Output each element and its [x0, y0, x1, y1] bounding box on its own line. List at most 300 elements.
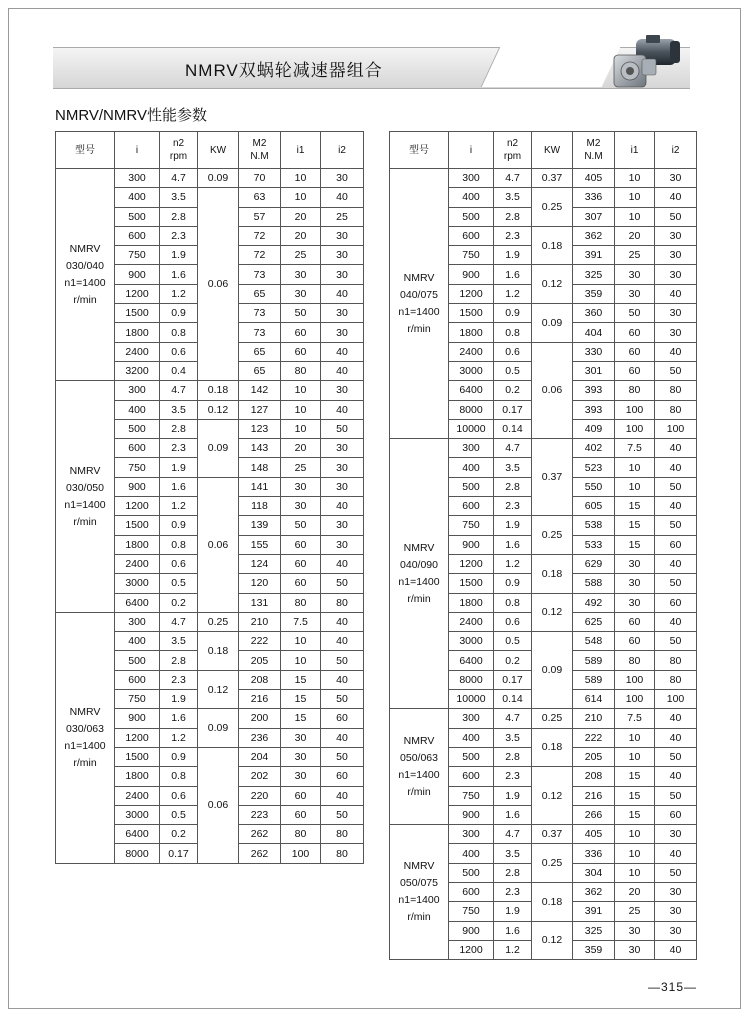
i2-cell: 40: [321, 284, 364, 303]
ratio-cell: 300: [115, 169, 160, 188]
ratio-cell: 750: [449, 516, 494, 535]
torque-cell: 548: [573, 632, 615, 651]
kw-cell: 0.18: [198, 381, 239, 400]
i2-cell: 30: [655, 921, 697, 940]
ratio-cell: 1500: [115, 304, 160, 323]
i1-cell: 60: [281, 574, 321, 593]
column-header: M2 N.M: [573, 132, 615, 169]
speed-cell: 0.6: [160, 342, 198, 361]
ratio-cell: 600: [449, 226, 494, 245]
i2-cell: 40: [321, 400, 364, 419]
torque-cell: 120: [239, 574, 281, 593]
i2-cell: 100: [655, 690, 697, 709]
torque-cell: 65: [239, 284, 281, 303]
speed-cell: 2.3: [494, 497, 532, 516]
i2-cell: 50: [321, 690, 364, 709]
ratio-cell: 750: [115, 246, 160, 265]
ratio-cell: 3000: [115, 805, 160, 824]
i1-cell: 30: [615, 265, 655, 284]
torque-cell: 222: [239, 632, 281, 651]
ratio-cell: 400: [449, 844, 494, 863]
torque-cell: 336: [573, 188, 615, 207]
header-tab-cutout: [481, 47, 621, 87]
ratio-cell: 3000: [449, 632, 494, 651]
ratio-cell: 1500: [115, 747, 160, 766]
speed-cell: 0.9: [494, 574, 532, 593]
torque-cell: 307: [573, 207, 615, 226]
column-header: KW: [532, 132, 573, 169]
ratio-cell: 500: [449, 863, 494, 882]
speed-cell: 3.5: [160, 400, 198, 419]
i2-cell: 30: [655, 304, 697, 323]
i1-cell: 25: [615, 902, 655, 921]
torque-cell: 359: [573, 940, 615, 959]
i1-cell: 20: [281, 226, 321, 245]
ratio-cell: 1800: [115, 767, 160, 786]
i1-cell: 10: [615, 844, 655, 863]
i2-cell: 30: [655, 169, 697, 188]
torque-cell: 409: [573, 419, 615, 438]
i2-cell: 60: [655, 805, 697, 824]
i1-cell: 10: [615, 825, 655, 844]
speed-cell: 4.7: [494, 169, 532, 188]
ratio-cell: 900: [115, 477, 160, 496]
model-cell: NMRV 030/063 n1=1400 r/min: [56, 612, 115, 863]
i2-cell: 30: [655, 226, 697, 245]
table-row: [56, 169, 364, 188]
ratio-cell: 3200: [115, 361, 160, 380]
speed-cell: 1.2: [160, 497, 198, 516]
torque-cell: 523: [573, 458, 615, 477]
i2-cell: 40: [321, 632, 364, 651]
i2-cell: 40: [655, 709, 697, 728]
i1-cell: 30: [281, 284, 321, 303]
i1-cell: 10: [281, 188, 321, 207]
ratio-cell: 1500: [115, 516, 160, 535]
i2-cell: 50: [655, 786, 697, 805]
ratio-cell: 6400: [115, 593, 160, 612]
kw-cell: 0.18: [532, 554, 573, 593]
i1-cell: 20: [281, 207, 321, 226]
torque-cell: 205: [573, 747, 615, 766]
speed-cell: 0.17: [160, 844, 198, 863]
torque-cell: 123: [239, 419, 281, 438]
i1-cell: 30: [281, 767, 321, 786]
ratio-cell: 1800: [449, 593, 494, 612]
i1-cell: 15: [281, 709, 321, 728]
page-title: NMRV双蜗轮减速器组合: [185, 61, 383, 80]
speed-cell: 2.8: [160, 419, 198, 438]
speed-cell: 0.2: [160, 825, 198, 844]
ratio-cell: 900: [115, 709, 160, 728]
speed-cell: 0.14: [494, 419, 532, 438]
i2-cell: 30: [321, 516, 364, 535]
kw-cell: 0.37: [532, 439, 573, 516]
kw-cell: 0.18: [532, 226, 573, 265]
i2-cell: 30: [655, 265, 697, 284]
i2-cell: 80: [655, 651, 697, 670]
i1-cell: 80: [281, 825, 321, 844]
ratio-cell: 1200: [449, 554, 494, 573]
torque-cell: 216: [239, 690, 281, 709]
kw-cell: 0.09: [198, 709, 239, 748]
i2-cell: 50: [655, 361, 697, 380]
table-row: [390, 825, 697, 844]
i1-cell: 10: [615, 477, 655, 496]
torque-cell: 73: [239, 323, 281, 342]
i1-cell: 30: [615, 921, 655, 940]
i2-cell: 40: [655, 284, 697, 303]
i1-cell: 80: [281, 593, 321, 612]
i2-cell: 30: [655, 825, 697, 844]
column-header: KW: [198, 132, 239, 169]
i2-cell: 40: [655, 767, 697, 786]
i1-cell: 10: [615, 207, 655, 226]
speed-cell: 0.2: [160, 593, 198, 612]
ratio-cell: 2400: [115, 554, 160, 573]
ratio-cell: 1800: [115, 535, 160, 554]
i1-cell: 30: [281, 265, 321, 284]
kw-cell: 0.06: [198, 188, 239, 381]
gear-motor-image: [606, 33, 684, 93]
ratio-cell: 500: [449, 207, 494, 226]
i2-cell: 40: [321, 342, 364, 361]
column-header: 型号: [56, 132, 115, 169]
kw-cell: 0.12: [532, 767, 573, 825]
performance-table-right: [389, 131, 697, 960]
table-row: [390, 169, 697, 188]
speed-cell: 4.7: [494, 825, 532, 844]
torque-cell: 141: [239, 477, 281, 496]
column-header: n2 rpm: [494, 132, 532, 169]
torque-cell: 360: [573, 304, 615, 323]
torque-cell: 625: [573, 612, 615, 631]
ratio-cell: 2400: [115, 342, 160, 361]
speed-cell: 1.9: [160, 458, 198, 477]
i1-cell: 30: [615, 554, 655, 573]
i2-cell: 80: [321, 844, 364, 863]
speed-cell: 0.9: [160, 304, 198, 323]
speed-cell: 3.5: [160, 188, 198, 207]
ratio-cell: 10000: [449, 419, 494, 438]
speed-cell: 2.3: [494, 226, 532, 245]
i1-cell: 100: [615, 690, 655, 709]
ratio-cell: 750: [449, 786, 494, 805]
kw-cell: 0.25: [532, 516, 573, 555]
torque-cell: 210: [239, 612, 281, 631]
i2-cell: 50: [321, 747, 364, 766]
i1-cell: 10: [281, 419, 321, 438]
torque-cell: 131: [239, 593, 281, 612]
speed-cell: 1.9: [494, 246, 532, 265]
kw-cell: 0.09: [198, 419, 239, 477]
speed-cell: 0.9: [494, 304, 532, 323]
i2-cell: 40: [321, 554, 364, 573]
model-cell: NMRV 050/063 n1=1400 r/min: [390, 709, 449, 825]
torque-cell: 143: [239, 439, 281, 458]
speed-cell: 3.5: [494, 728, 532, 747]
ratio-cell: 300: [449, 439, 494, 458]
speed-cell: 0.8: [494, 323, 532, 342]
ratio-cell: 400: [115, 188, 160, 207]
speed-cell: 3.5: [160, 632, 198, 651]
torque-cell: 205: [239, 651, 281, 670]
column-header: M2 N.M: [239, 132, 281, 169]
torque-cell: 72: [239, 246, 281, 265]
i1-cell: 7.5: [615, 439, 655, 458]
section-title: NMRV/NMRV性能参数: [55, 107, 207, 124]
i2-cell: 60: [655, 593, 697, 612]
speed-cell: 2.3: [160, 226, 198, 245]
i2-cell: 40: [321, 188, 364, 207]
ratio-cell: 400: [449, 188, 494, 207]
i1-cell: 60: [281, 535, 321, 554]
ratio-cell: 600: [115, 670, 160, 689]
torque-cell: 405: [573, 825, 615, 844]
i1-cell: 60: [281, 805, 321, 824]
ratio-cell: 1200: [115, 284, 160, 303]
speed-cell: 2.3: [494, 882, 532, 901]
speed-cell: 2.8: [494, 207, 532, 226]
torque-cell: 139: [239, 516, 281, 535]
speed-cell: 2.8: [494, 863, 532, 882]
ratio-cell: 600: [115, 439, 160, 458]
i1-cell: 7.5: [615, 709, 655, 728]
i1-cell: 60: [281, 323, 321, 342]
ratio-cell: 500: [449, 747, 494, 766]
i1-cell: 15: [615, 786, 655, 805]
torque-cell: 588: [573, 574, 615, 593]
i2-cell: 50: [321, 419, 364, 438]
i2-cell: 80: [655, 400, 697, 419]
kw-cell: 0.09: [198, 169, 239, 188]
speed-cell: 1.9: [494, 902, 532, 921]
torque-cell: 330: [573, 342, 615, 361]
torque-cell: 73: [239, 265, 281, 284]
i1-cell: 100: [615, 670, 655, 689]
ratio-cell: 400: [449, 728, 494, 747]
i1-cell: 10: [615, 747, 655, 766]
speed-cell: 0.6: [494, 342, 532, 361]
speed-cell: 0.6: [160, 554, 198, 573]
i2-cell: 80: [655, 381, 697, 400]
speed-cell: 0.8: [494, 593, 532, 612]
i1-cell: 25: [281, 246, 321, 265]
i2-cell: 30: [321, 304, 364, 323]
torque-cell: 222: [573, 728, 615, 747]
speed-cell: 1.6: [494, 535, 532, 554]
i1-cell: 80: [615, 651, 655, 670]
speed-cell: 2.3: [160, 670, 198, 689]
torque-cell: 216: [573, 786, 615, 805]
kw-cell: 0.06: [532, 342, 573, 438]
ratio-cell: 6400: [449, 381, 494, 400]
i1-cell: 10: [615, 188, 655, 207]
ratio-cell: 6400: [449, 651, 494, 670]
i1-cell: 10: [615, 458, 655, 477]
speed-cell: 1.6: [494, 921, 532, 940]
torque-cell: 589: [573, 651, 615, 670]
i1-cell: 15: [615, 497, 655, 516]
ratio-cell: 8000: [449, 670, 494, 689]
speed-cell: 1.6: [160, 709, 198, 728]
kw-cell: 0.18: [532, 882, 573, 921]
i2-cell: 30: [655, 882, 697, 901]
kw-cell: 0.12: [532, 265, 573, 304]
ratio-cell: 1200: [449, 284, 494, 303]
speed-cell: 4.7: [494, 439, 532, 458]
ratio-cell: 1200: [449, 940, 494, 959]
speed-cell: 0.2: [494, 651, 532, 670]
speed-cell: 0.6: [160, 786, 198, 805]
speed-cell: 0.9: [160, 516, 198, 535]
kw-cell: 0.25: [532, 188, 573, 227]
ratio-cell: 1800: [115, 323, 160, 342]
ratio-cell: 500: [115, 651, 160, 670]
torque-cell: 118: [239, 497, 281, 516]
kw-cell: 0.09: [532, 304, 573, 343]
i1-cell: 30: [615, 940, 655, 959]
torque-cell: 605: [573, 497, 615, 516]
table-row: [56, 612, 364, 631]
torque-cell: 301: [573, 361, 615, 380]
torque-cell: 336: [573, 844, 615, 863]
ratio-cell: 8000: [115, 844, 160, 863]
i1-cell: 10: [615, 728, 655, 747]
i1-cell: 25: [615, 246, 655, 265]
i2-cell: 30: [321, 381, 364, 400]
i1-cell: 15: [281, 670, 321, 689]
speed-cell: 0.8: [160, 767, 198, 786]
i2-cell: 30: [321, 458, 364, 477]
torque-cell: 200: [239, 709, 281, 728]
speed-cell: 2.3: [160, 439, 198, 458]
i1-cell: 30: [281, 477, 321, 496]
speed-cell: 2.3: [494, 767, 532, 786]
i1-cell: 30: [281, 728, 321, 747]
i2-cell: 50: [655, 207, 697, 226]
speed-cell: 0.2: [494, 381, 532, 400]
i2-cell: 30: [321, 169, 364, 188]
i2-cell: 60: [655, 535, 697, 554]
ratio-cell: 600: [449, 882, 494, 901]
torque-cell: 223: [239, 805, 281, 824]
speed-cell: 1.6: [160, 265, 198, 284]
i2-cell: 50: [655, 477, 697, 496]
i2-cell: 50: [321, 805, 364, 824]
speed-cell: 1.9: [494, 516, 532, 535]
performance-table-left: [55, 131, 364, 864]
ratio-cell: 6400: [115, 825, 160, 844]
ratio-cell: 1500: [449, 574, 494, 593]
torque-cell: 266: [573, 805, 615, 824]
torque-cell: 148: [239, 458, 281, 477]
ratio-cell: 900: [449, 265, 494, 284]
i2-cell: 30: [321, 439, 364, 458]
ratio-cell: 600: [449, 497, 494, 516]
speed-cell: 1.2: [494, 284, 532, 303]
i1-cell: 10: [281, 651, 321, 670]
kw-cell: 0.12: [532, 593, 573, 632]
i2-cell: 25: [321, 207, 364, 226]
i1-cell: 50: [281, 304, 321, 323]
torque-cell: 533: [573, 535, 615, 554]
torque-cell: 325: [573, 921, 615, 940]
torque-cell: 362: [573, 882, 615, 901]
ratio-cell: 2400: [449, 612, 494, 631]
i1-cell: 100: [615, 400, 655, 419]
i2-cell: 40: [321, 361, 364, 380]
i2-cell: 80: [321, 593, 364, 612]
i1-cell: 60: [615, 612, 655, 631]
i1-cell: 15: [615, 767, 655, 786]
torque-cell: 492: [573, 593, 615, 612]
torque-cell: 127: [239, 400, 281, 419]
column-header: i2: [321, 132, 364, 169]
ratio-cell: 750: [449, 902, 494, 921]
i2-cell: 30: [655, 902, 697, 921]
ratio-cell: 600: [449, 767, 494, 786]
i2-cell: 40: [655, 554, 697, 573]
speed-cell: 4.7: [160, 612, 198, 631]
ratio-cell: 750: [449, 246, 494, 265]
model-cell: NMRV 040/090 n1=1400 r/min: [390, 439, 449, 709]
ratio-cell: 750: [115, 458, 160, 477]
kw-cell: 0.25: [532, 709, 573, 728]
i1-cell: 60: [615, 342, 655, 361]
i1-cell: 20: [615, 226, 655, 245]
speed-cell: 3.5: [494, 458, 532, 477]
kw-cell: 0.12: [198, 400, 239, 419]
ratio-cell: 1200: [115, 497, 160, 516]
ratio-cell: 300: [449, 709, 494, 728]
column-header: n2 rpm: [160, 132, 198, 169]
speed-cell: 3.5: [494, 188, 532, 207]
i2-cell: 50: [321, 574, 364, 593]
speed-cell: 1.6: [494, 265, 532, 284]
i1-cell: 15: [615, 516, 655, 535]
i2-cell: 50: [655, 632, 697, 651]
speed-cell: 1.9: [494, 786, 532, 805]
i2-cell: 40: [655, 940, 697, 959]
ratio-cell: 300: [449, 169, 494, 188]
ratio-cell: 500: [449, 477, 494, 496]
ratio-cell: 750: [115, 690, 160, 709]
model-cell: NMRV 030/040 n1=1400 r/min: [56, 169, 115, 381]
i1-cell: 80: [281, 361, 321, 380]
torque-cell: 70: [239, 169, 281, 188]
speed-cell: 1.2: [494, 554, 532, 573]
i1-cell: 30: [615, 593, 655, 612]
kw-cell: 0.25: [532, 844, 573, 883]
column-header: i: [449, 132, 494, 169]
ratio-cell: 900: [449, 921, 494, 940]
kw-cell: 0.18: [532, 728, 573, 767]
column-header: i1: [281, 132, 321, 169]
ratio-cell: 500: [115, 419, 160, 438]
speed-cell: 1.2: [160, 728, 198, 747]
column-header: i2: [655, 132, 697, 169]
torque-cell: 304: [573, 863, 615, 882]
speed-cell: 0.5: [160, 805, 198, 824]
torque-cell: 208: [573, 767, 615, 786]
header-row: [390, 132, 697, 169]
i1-cell: 30: [281, 747, 321, 766]
i1-cell: 15: [615, 805, 655, 824]
i2-cell: 40: [321, 612, 364, 631]
i1-cell: 60: [281, 342, 321, 361]
torque-cell: 538: [573, 516, 615, 535]
